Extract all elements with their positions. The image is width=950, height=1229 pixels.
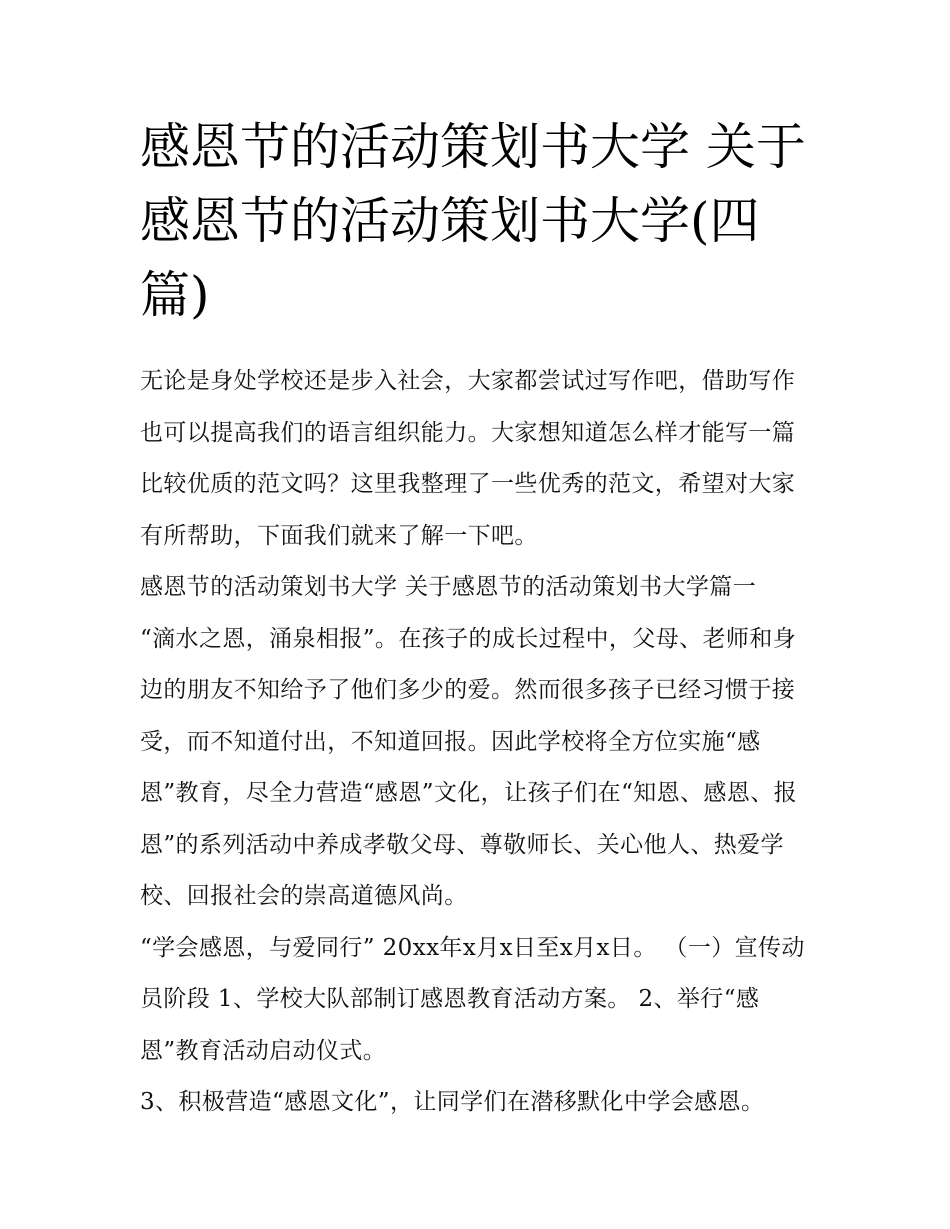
document-title: 感恩节的活动策划书大学 关于感恩节的活动策划书大学(四篇) bbox=[140, 118, 806, 324]
activity-paragraph: “学会感恩，与爱同行” 20xx年x月x日至x月x日。 （一）宣传动员阶段 1、学校大队部制订感恩教育活动方案。 2、举行“感恩”教育活动启动仪式。 bbox=[140, 934, 805, 1064]
document-body bbox=[140, 356, 812, 1129]
culture-paragraph: 3、积极营造“感恩文化”，让同学们在潜移默化中学会感恩。 bbox=[140, 1089, 765, 1115]
intro-paragraph: 无论是身处学校还是步入社会，大家都尝试过写作吧，借助写作也可以提高我们的语言组织能力。大家想知道怎么样才能写一篇比较优质的范文吗？这里我整理了一些优秀的范文，希望对大家有所帮助，下面我们就来了解一下吧。 bbox=[140, 368, 796, 549]
section-heading: 感恩节的活动策划书大学 关于感恩节的活动策划书大学篇一 bbox=[140, 574, 757, 600]
background-paragraph: “滴水之恩，涌泉相报”。在孩子的成长过程中，父母、老师和身边的朋友不知给予了他们多少的爱。然而很多孩子已经习惯于接受，而不知道付出，不知道回报。因此学校将全方位实施“感恩”教育，尽全力营造“感恩”文化，让孩子们在“知恩、感恩、报恩”的系列活动中养成孝敬父母、尊敬师长、关心他人、热爱学校、回报社会的崇高道德风尚。 bbox=[140, 625, 798, 909]
